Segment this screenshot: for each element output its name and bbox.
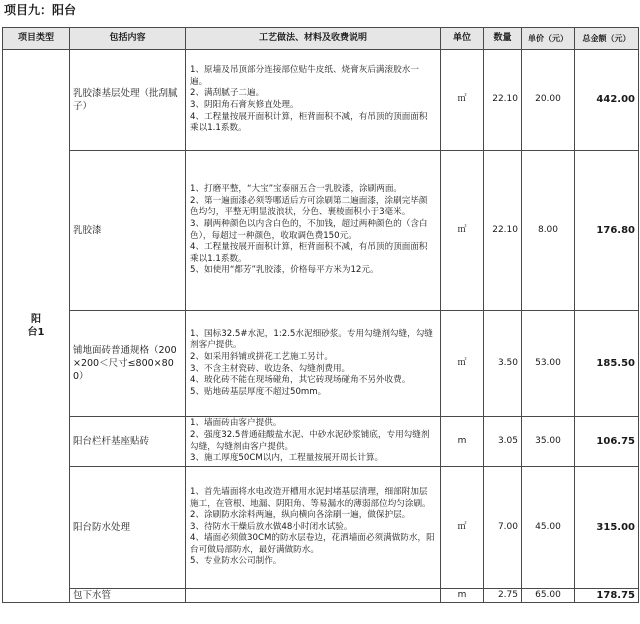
description-line: 2、如采用斜铺或拼花工艺施工另计。 <box>190 351 333 362</box>
header-unit-price: 单价（元） <box>522 28 575 50</box>
item-quantity: 22.10 <box>484 151 522 311</box>
item-total: 315.00 <box>575 467 639 589</box>
item-content: 乳胶漆 <box>70 151 186 311</box>
header-content: 包括内容 <box>70 28 186 50</box>
table-row <box>3 151 639 311</box>
description-line: 3、不含主材瓷砖、收边条、勾缝剂费用。 <box>190 363 351 374</box>
item-quantity: 3.50 <box>484 311 522 417</box>
description-line: 1、打磨平整，“大宝”宝泰丽五合一乳胶漆，涂刷两面。 <box>190 184 403 195</box>
item-unit-price: 65.00 <box>522 589 575 603</box>
description-line: 4、墙面必须做30CM的防水层卷边，花洒墙面必须满做防水，阳台可做局部防水，最好满做防水。 <box>190 533 435 555</box>
item-unit-price: 53.00 <box>522 311 575 417</box>
item-content: 包下水管 <box>70 589 186 603</box>
item-description <box>186 467 441 589</box>
item-quantity: 7.00 <box>484 467 522 589</box>
description-line: 2、强度32.5普通硅酸盐水泥、中砂水泥砂浆铺底，专用勾缝剂勾缝，勾缝剂由客户提供。 <box>190 429 430 452</box>
item-unit: ㎡ <box>441 50 484 151</box>
item-content: 铺地面砖普通规格（200×200＜尺寸≤800×800） <box>70 311 186 417</box>
description-line: 4、工程量按展开面积计算，柜背面积不减，有吊顶的顶面面积乘以1.1系数。 <box>190 242 428 264</box>
table-row <box>3 50 639 151</box>
item-description <box>186 589 441 603</box>
item-description <box>186 311 441 417</box>
item-unit: ㎡ <box>441 311 484 417</box>
description-line: 1、首先墙面将水电改造开槽用水泥封堵基层清理，细部附加层施工，在管根、地漏、阴阳角、等易漏水的薄弱部位均匀涂刷。 <box>190 486 431 509</box>
item-unit: m <box>441 589 484 603</box>
item-unit-price: 35.00 <box>522 417 575 467</box>
quote-table <box>2 27 639 603</box>
table-row <box>3 589 639 603</box>
item-quantity: 2.75 <box>484 589 522 603</box>
description-line: 2、第一遍面漆必须等哪适后方可涂刷第二遍面漆，涂刷完毕颜色均匀，平整无明显波浪状，分色、裹棱面积小于3毫米。 <box>190 195 428 218</box>
header-quantity: 数量 <box>484 28 522 50</box>
description-line: 5、贴地砖基层厚度不超过50mm。 <box>190 386 327 397</box>
description-line: 3、阴阳角石膏灰修直处理。 <box>190 100 299 110</box>
header-unit: 单位 <box>441 28 484 50</box>
description-line: 1、墙面砖由客户提供。 <box>190 418 282 429</box>
description-line: 2、满刮腻子二遍。 <box>190 88 265 99</box>
header-description: 工艺做法、材料及收费说明 <box>186 28 441 50</box>
item-description <box>186 151 441 311</box>
item-unit: ㎡ <box>441 467 484 589</box>
group-label: 阳台1 <box>3 50 70 603</box>
header-row <box>3 28 639 50</box>
item-total: 106.75 <box>575 417 639 467</box>
description-line: 3、刷两种颜色以内含白色的，不加钱，超过两种颜色的（含白色），每超过一种颜色，收取调色费150元。 <box>190 218 428 241</box>
description-line: 5、如使用“都芳”乳胶漆，价格每平方米为12元。 <box>190 265 379 276</box>
item-quantity: 22.10 <box>484 50 522 151</box>
item-content: 阳台防水处理 <box>70 467 186 589</box>
table-row <box>3 311 639 417</box>
item-unit-price: 20.00 <box>522 50 575 151</box>
item-description <box>186 50 441 151</box>
table-row <box>3 467 639 589</box>
item-total: 442.00 <box>575 50 639 151</box>
description-line: 1、原墙及吊顶部分连接部位贴牛皮纸、烧膏灰后满滚胶水一遍。 <box>190 65 419 87</box>
item-total: 178.75 <box>575 589 639 603</box>
item-content: 乳胶漆基层处理（批刮腻子） <box>70 50 186 151</box>
description-line: 4、工程量按展开面积计算，柜背面积不减，有吊顶的顶面面积乘以1.1系数。 <box>190 111 428 134</box>
header-project-type: 项目类型 <box>3 28 70 50</box>
table-row <box>3 417 639 467</box>
item-quantity: 3.05 <box>484 417 522 467</box>
item-unit-price: 8.00 <box>522 151 575 311</box>
description-line: 3、待防水干燥后放水做48小时闭水试验。 <box>190 521 353 532</box>
item-total: 185.50 <box>575 311 639 417</box>
item-content: 阳台栏杆基座贴砖 <box>70 417 186 467</box>
item-unit: ㎡ <box>441 151 484 311</box>
description-line: 1、国标32.5#水泥，1:2.5水泥细砂浆。专用勾缝剂勾缝，勾缝剂客户提供。 <box>190 328 433 351</box>
description-line: 3、施工厚度50CM以内，工程量按展开周长计算。 <box>190 453 384 464</box>
item-unit: m <box>441 417 484 467</box>
section-title: 项目九：阳台 <box>4 3 77 17</box>
item-total: 176.80 <box>575 151 639 311</box>
item-unit-price: 45.00 <box>522 467 575 589</box>
item-description <box>186 417 441 467</box>
description-line: 4、玻化砖不能在现场碰角，其它砖现场碰角不另外收费。 <box>190 375 411 386</box>
description-line: 2、涂刷防水涂料两遍，纵向横向各涂刷一遍，做保护层。 <box>190 510 411 521</box>
header-total: 总金额（元） <box>575 28 639 50</box>
description-line: 5、专业防水公司制作。 <box>190 556 282 567</box>
